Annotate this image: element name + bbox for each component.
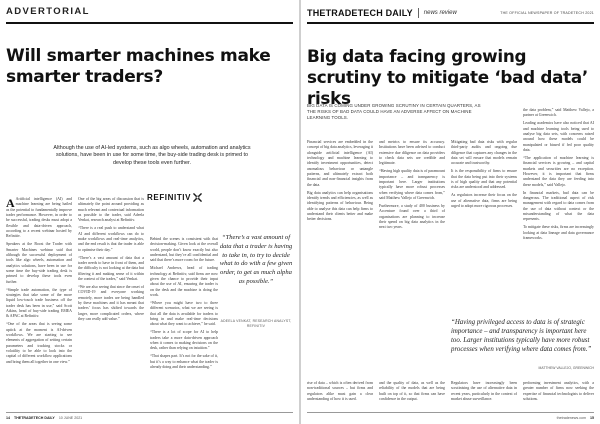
right-headline: Big data facing growing scrutiny to mitigate ‘bad data’ risks [307, 46, 588, 108]
left-footer [6, 412, 293, 422]
body-paragraph: “Simple trade automation, the type of strategies that take some of the more liquid low-touch trade business off the trader desk has been in use,” said Scott Atkins, head of buy-side trading EMEA & APAC at Refinitiv. [6, 287, 72, 319]
left-column-1 [6, 197, 72, 411]
right-bottom-column-2: and the quality of data, as well as the reliability of the models that are being built on top of it, so that firms can have confidence in the output. [379, 381, 445, 402]
refinitiv-mark-icon [193, 193, 202, 202]
right-pull-quote: “Having privileged access to data is of strategic importance – and transparency is important here too. Larger institutions typically have more robust processes when verifying where data comes from.” [451, 319, 592, 353]
body-paragraph: As regulators increase their focus on the use of alternative data, firms are being urged to adopt more rigorous processes. [451, 193, 517, 208]
right-bottom-column-3: Regulators have increasingly been scrutinising the use of alternative data in recent years, particularly in the context of market abuse surveillance. [451, 381, 517, 402]
left-column-2 [78, 197, 144, 411]
header-rule [6, 22, 293, 24]
body-paragraph: “There is a lot of scope for AI to help traders take a more data-driven approach when it comes to making decisions on the desk, rather than relying on intuition.” [150, 330, 218, 351]
left-page-number: 14 [6, 415, 10, 420]
body-paragraph: “There is a real push to understand what AI and different workflows can do to make workflows and real-time analytics, and the end result is that the trader is able to optimise their day.” [78, 226, 144, 252]
body-paragraph: Michael Andrews, head of trading technology at Refinitiv, said firms are now given the chance to provide their input about the use of AI, ensuring the trader is on the desk and the machine is doing the work. [150, 266, 218, 298]
body-paragraph: Leading academics have also noticed that AI and machine learning tools being used to analyse big data sets, with concerns raised around how these models could be manipulated or biased if fed poor quality data. [523, 121, 594, 152]
left-page-header [6, 4, 293, 22]
right-column-4 [523, 108, 594, 300]
right-pull-quote-attribution: MATTHEW VALLEJO, GREENWICH [538, 366, 594, 370]
right-page-header [307, 4, 594, 22]
body-paragraph: Speakers at the Boost the Trader with Smarter Machines webinar said that although the successful deployment of tools like algo wheels, automation and analytics solutions, have been in use for some time the buy-side trading desk is primed to develop these tools even further. [6, 242, 72, 284]
right-column-1 [307, 140, 373, 318]
body-paragraph: Mitigating bad data risks with regular third-party audits and ongoing due diligence that captures any changes in the data set will ensure that models remain accurate and trustworthy. [451, 140, 517, 166]
left-pull-quote-attribution: ADEELA VENKAT, RESEARCH ANALYST, REFINITIV [220, 319, 292, 328]
body-paragraph: To mitigate these risks, firms are increasingly looking at data lineage and data governance frameworks. [523, 225, 594, 240]
right-standfirst: BIG DATA IS COMING UNDER GROWING SCRUTINY IN CERTAIN QUARTERS, AS THE RISKS OF BAD DATA COULD HAVE AN ADVERSE AFFECT ON MACHINE LEARNING TOOLS. [307, 103, 481, 121]
masthead-tagline: THE OFFICIAL NEWSPAPER OF TRADETECH 2021 [500, 11, 594, 15]
right-footer-site: thetradenews.com [556, 415, 586, 420]
right-page [301, 0, 600, 424]
left-footer-brand: THETRADETECH DAILY [14, 415, 55, 420]
body-paragraph: One of the big areas of discussion that is ultimately the point around providing as much relevant and contextual information as possible to the trader, said Adeela Venkat, research analyst at Refinitiv. [78, 197, 144, 223]
right-footer [307, 412, 594, 422]
header-rule [307, 22, 594, 24]
drop-cap: A [6, 197, 15, 210]
right-page-number: 15 [590, 415, 594, 420]
body-paragraph: “The application of machine learning is financial services is growing – and capital markets and securities are no exception. However, it is important that firms understand the data they are feeding into these models,” said Vallejo. [523, 155, 594, 187]
right-column-3 [451, 140, 517, 318]
body-paragraph: “Where you might have two to three different scenarios, what we are seeing is that all the data is available for traders to bring in and make real-time decisions about what they want to achieve,” he said. [150, 300, 218, 327]
left-standfirst: Although the use of AI-led systems, such as algo wheels, automation and analytics solutions, have been in use for some time, the buy-side trading desk is primed to develop these tools even further. [53, 145, 251, 166]
body-paragraph: and metrics to ensure its accuracy. Institutions have been advised to conduct extensive due diligence on data providers to check data sets are credible and legitimate. [379, 140, 445, 166]
body-paragraph: “There’s a vast amount of data that a trader needs to have in front of them, and the difficulty is not looking at the data but filtering it and making sense of it within the context of the trades,” said Venkat. [78, 255, 144, 281]
left-headline: Will smarter machines make smarter traders? [6, 46, 271, 87]
right-bottom-column-1: rise of data – which is often derived from non-traditional sources – but firms and regulators alike must gain a clear understanding of how it is used. [307, 381, 373, 402]
advertorial-kicker: ADVERTORIAL [6, 6, 90, 17]
left-pull-quote: “There’s a vast amount of data that a trader is having to take in, to try to decide what to do with a few given order, to get as much alpha as possible.” [219, 234, 293, 285]
body-paragraph: Behind the scenes is consistent with that decision-making. Given look at the overall world, people don’t know exactly but also understand, but they’re all confidential and said that there’s more room for the future. [150, 237, 218, 263]
body-paragraph: “One of the areas that is seeing some uptick at the moment is AI-driven workflows. We are starting to see elements of aggregation of setting certain parameters and tracking stocks or volatility to be able to look into the capital of different workflow applications and bring them all together in one view.” [6, 322, 72, 364]
body-paragraph: the data problem,” said Matthew Vallejo, a partner at Greenwich. [523, 108, 594, 118]
paragraph-text: Artificial intelligence (AI) and machine learning are being hailed as the potential to fundamentally improve trader performance. However, in order to be successful, trading desks must adopt a flexible and data-driven approach, according to a recent webinar hosted by Refinitiv. [6, 197, 72, 239]
refinitiv-wordmark: REFINITIV [147, 192, 192, 202]
body-paragraph: Big data analytics can help organisations identify trends and efficiencies, as well as identifying patterns of behaviour. Being able to analyse this data can help firms to understand their clients better and make better decisions. [307, 190, 373, 222]
masthead-separator [418, 8, 419, 18]
section-label: news review [423, 10, 457, 16]
left-page [0, 0, 299, 424]
body-paragraph [6, 197, 72, 240]
right-bottom-column-4: performing investment analytics, with a greater number of firms now seeking the expertise of financial technologists to deliver solutions. [523, 381, 594, 402]
left-column-3 [150, 237, 218, 424]
left-body-columns [6, 197, 293, 411]
right-column-2 [379, 140, 445, 318]
body-paragraph: “Having high quality data is of paramount importance – and transparency is important here. Larger institutions typically have more robust processes when verifying where data comes from,” said Matthew Vallejo of Greenwich. [379, 169, 445, 201]
body-paragraph: Furthermore, a study of 400 business by Accenture found over a third of organisations are planning to increase their spend on big data analytics in the next two years. [379, 203, 445, 230]
body-paragraph: “That shapes part. It’s not for the sake of it, but it’s a way to enhance what the trader is already doing and their understanding.” [150, 354, 218, 369]
body-paragraph: In financial markets, bad data can be dangerous. The traditional aspect of risk management with regard to data comes from the use of data without context or the misunderstanding of what the data represents. [523, 190, 594, 222]
masthead-brand: THETRADETECH DAILY [307, 8, 413, 18]
body-paragraph: It is the responsibility of firms to ensure that the data being put into their systems is of high quality and that any potential risks are understood and addressed. [451, 169, 517, 190]
body-paragraph: “We are also seeing that since the onset of COVID-19 and everyone working remotely, more trades are being handled by these machines and it has meant that traders’ focus has shifted towards the larger, more complicated orders, where they can really add value.” [78, 284, 144, 321]
left-footer-date: 10 JUNE 2021 [58, 415, 83, 420]
refinitiv-logo [147, 190, 211, 204]
body-paragraph: Financial services are embedded in the concept of big data analytics, leveraging it alongside artificial intelligence (AI) technology and machine learning to identify investment opportunities, detect anomalous behaviour or untangle patterns, and ultimately extract both financial and non-financial insights from the data. [307, 140, 373, 187]
